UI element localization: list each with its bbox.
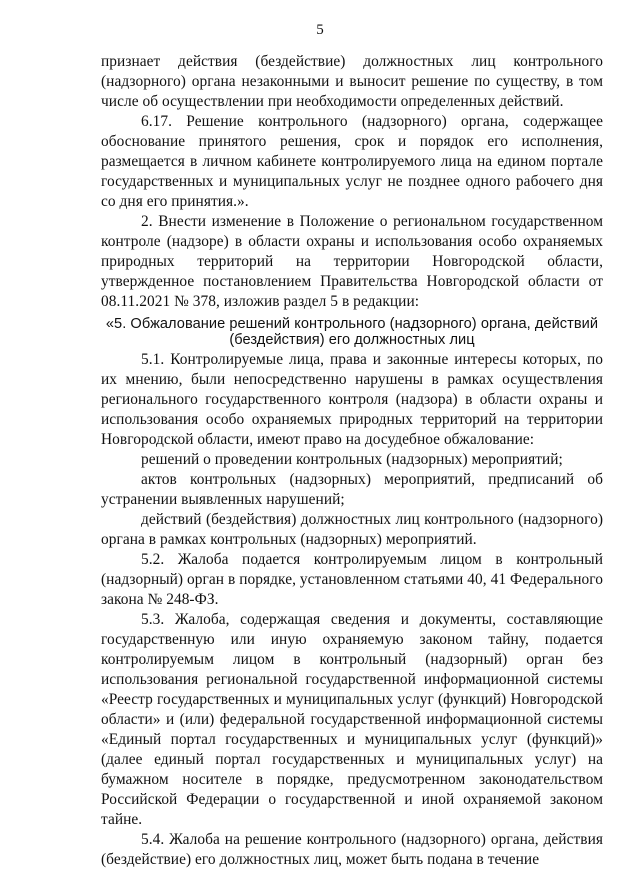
section-heading-line-2: (бездействия) его должностных лиц (229, 332, 475, 348)
list-item-acts: актов контрольных (надзорных) мероприятий, предписаний об устранении выявленных нарушений; (101, 471, 603, 508)
paragraph-amendment-2: 2. Внести изменение в Положение о региональном государственном контроле (надзоре) в области охраны и использования особо охраняемых природных территорий на территории Новгородской области, утвержденное постановлением Правительства Новгородской области от 08.11.2021 № 378, изложив раздел 5 в редакции: (101, 213, 603, 310)
paragraph-6-17: 6.17. Решение контрольного (надзорного) органа, содержащее обоснование принятого решения, срок и порядок его исполнения, размещается в личном кабинете контролируемого лица на едином портале государственных и муниципальных услуг не позднее одного рабочего дня со дня его принятия.». (101, 113, 603, 210)
paragraph-5-4: 5.4. Жалоба на решение контрольного (надзорного) органа, действия (бездействие) его должностных лиц, может быть подана в течение (101, 831, 603, 868)
page-number: 5 (316, 22, 324, 38)
document-body (101, 52, 603, 870)
paragraph-5-1: 5.1. Контролируемые лица, права и законные интересы которых, по их мнению, были непосредственно нарушены в рамках осуществления регионального государственного контроля (надзора) в области охраны и использования особо охраняемых природных территорий на территории Новгородской области, имеют право на досудебное обжалование: (101, 351, 603, 448)
list-item-decisions: решений о проведении контрольных (надзорных) мероприятий; (141, 451, 563, 468)
section-heading-line-1: «5. Обжалование решений контрольного (надзорного) органа, действий (105, 316, 599, 332)
list-item-actions: действий (бездействия) должностных лиц контрольного (надзорного) органа в рамках контрольных (надзорных) мероприятий. (101, 511, 603, 548)
section-heading (101, 312, 603, 350)
paragraph-continuation: признает действия (бездействие) должностных лиц контрольного (надзорного) органа незаконными и выносит решение по существу, в том числе об осуществлении при необходимости определенных действий. (101, 53, 603, 110)
paragraph-5-2: 5.2. Жалоба подается контролируемым лицом в контрольный (надзорный) орган в порядке, установленном статьями 40, 41 Федерального закона № 248-ФЗ. (101, 551, 603, 608)
paragraph-5-3: 5.3. Жалоба, содержащая сведения и документы, составляющие государственную или иную охраняемую законом тайну, подается контролируемым лицом в контрольный (надзорный) орган без использования региональной государственной информационной системы «Реестр государственных и муниципальных услуг (функций) Новгородской области» и (или) федеральной государственной информационной системы «Единый портал государственных и муниципальных услуг (функций)» (далее единый портал государственных и муниципальных услуг) на бумажном носителе в порядке, предусмотренном законодательством Российской Федерации о государственной и иной охраняемой законом тайне. (101, 611, 603, 828)
